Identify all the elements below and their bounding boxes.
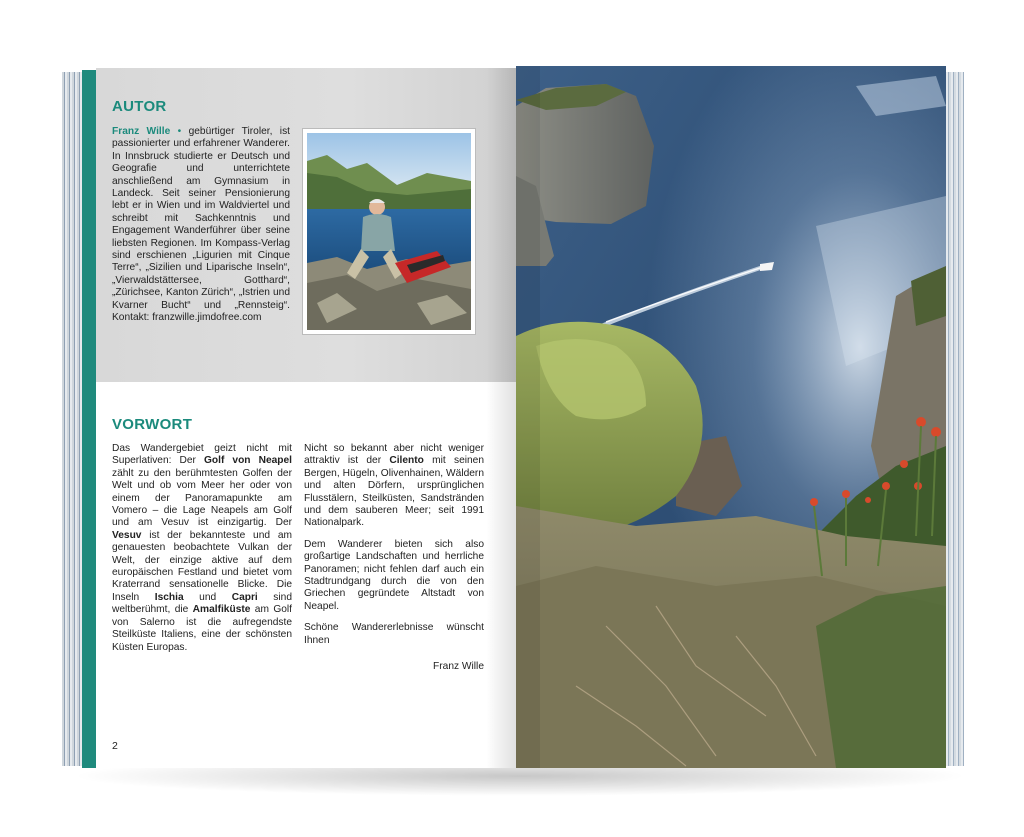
- foreword-paragraph: Dem Wanderer bieten sich also großartige Landschaften und herrliche Panoramen; nicht fehlen darf auch ein Stadtrundgang durch die von den Griechen gegründete Altstadt von Neapel.: [304, 538, 484, 612]
- open-book: [62, 66, 974, 772]
- bold-term: Amalfiküste: [192, 604, 251, 616]
- foreword-paragraph: [112, 443, 292, 654]
- author-bio-text: gebürtiger Tiroler, ist passionierter und erfahrener Wanderer. In Innsbruck studierte er Deutsch und Geografie und unterrichtete anschließend am Gymnasium in Landeck. Seit seiner Pensionierung lebt er in Wien und im Waldviertel und schreibt mit Sachkenntnis und Engagement Wanderführer über seine liebsten Regionen. Im Kompass-Verlag sind erschienen „Ligurien mit Cinque Terre“, „Sizilien und Liparische Inseln“, „Vierwaldstättersee, Gotthard“, „Zürichsee, Kanton Zürich“, „Istrien und Kvarner Bucht“ und „Rennsteig“. Kontakt: franzwille.jimdofree.com: [112, 126, 290, 324]
- text-run: mit seinen Bergen, Hügeln, Olivenhainen, Wäldern und alten Dörfern, ursprünglichen Flusstälern, Steilküsten, Sandstränden und dem sauberen Meer; seit 1991 Nationalpark.: [304, 455, 485, 529]
- right-page-photo: [516, 66, 946, 768]
- text-run: ist der bekannteste und am genauesten beobachtete Vulkan der Welt, der einzige aktive auf dem europäischen Festland und bietet vom Kraterrand sensationelle Blicke. Die Inseln: [112, 529, 292, 603]
- text-run: und: [183, 591, 232, 603]
- foreword-signature: Franz Wille: [433, 661, 484, 673]
- coastal-landscape-photo: [516, 66, 946, 768]
- text-run: am Golf von Salerno ist die aufregendste Steilküste Italiens, eine der schönsten Küsten Europas.: [112, 604, 293, 653]
- bold-term: Capri: [231, 591, 258, 603]
- foreword-heading: VORWORT: [112, 416, 193, 433]
- text-run: Nicht so bekannt aber nicht weniger attraktiv ist der: [304, 443, 484, 467]
- name-bullet: •: [177, 126, 182, 137]
- bold-term: Ischia: [154, 591, 184, 603]
- author-photo: [303, 129, 475, 334]
- text-run: sind weltberühmt, die: [112, 591, 292, 616]
- page-edges-right: [946, 72, 964, 766]
- author-heading: AUTOR: [112, 98, 167, 115]
- foreword-column-2: [304, 443, 484, 674]
- gutter-shadow: [486, 68, 516, 768]
- bold-term: Cilento: [389, 455, 424, 467]
- page-number: 2: [112, 740, 118, 752]
- author-bio: [112, 126, 290, 325]
- bold-term: Golf von Neapel: [204, 455, 292, 467]
- bold-term: Vesuv: [112, 529, 142, 541]
- left-page: [96, 68, 516, 768]
- book-spine-accent: [82, 70, 96, 768]
- author-photo-image: [307, 133, 471, 330]
- author-name: Franz Wille: [112, 126, 171, 137]
- foreword-paragraph: Schöne Wandererlebnisse wünscht Ihnen: [304, 622, 484, 646]
- foreword-paragraph: [304, 443, 484, 530]
- text-run: Das Wandergebiet geizt nicht mit Superlativen: Der: [112, 443, 292, 467]
- foreword-column-1: [112, 443, 292, 663]
- text-run: zählt zu den berühmtesten Golfen der Welt und ob vom Meer her oder von einem der Panoramapunkte am Vomero – die Lage Neapels am Golf und am Vesuv ist einzigartig. Der: [112, 467, 292, 529]
